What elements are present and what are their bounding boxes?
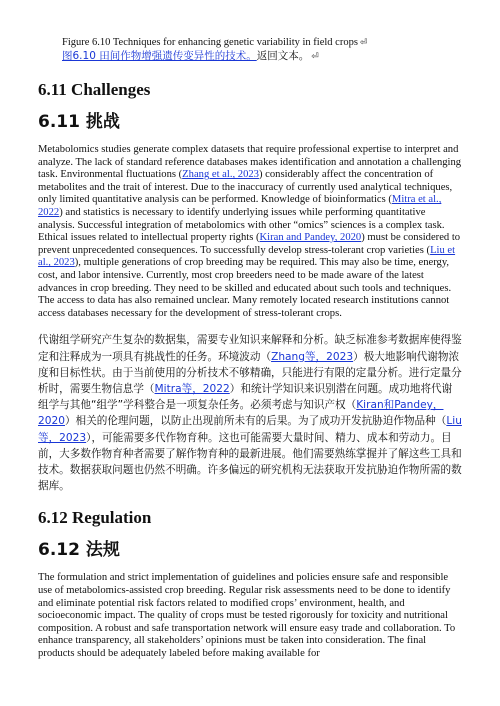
text-span: Metabolomics studies generate complex datasets that require professional expertise to interpret and analyze. The lack of standard reference databases makes identification and annotation a challenging task. Environmental fluctuations ( xyxy=(38,144,462,181)
text-span: ), multiple generations of crop breeding may be required. This may also be time, energy, cost, and labor intensive. Currently, most crop breeders need to be made aware of the latest advances in crop breeding. They need to be skilled and educated about such tools and techniques. The access to data has also remained unclear. Many remotely located research institutions cannot access databases necessary for the development of stress-tolerant crops. xyxy=(38,257,452,319)
citation-liu-2023[interactable]: Liu et al., 2023 xyxy=(38,244,456,269)
section-heading-regulation-en: 6.12 Regulation xyxy=(38,508,152,528)
citation-mitra-2022-cn[interactable]: Mitra等，2022 xyxy=(154,382,230,395)
section-heading-regulation-cn: 6.12 法规 xyxy=(38,540,120,561)
citation-mitra-2022[interactable]: Mitra et al., 2022 xyxy=(38,194,442,218)
citation-zhang-2023-cn[interactable]: Zhang等，2023 xyxy=(271,350,354,363)
section-heading-challenges-cn: 6.11 挑战 xyxy=(38,112,120,132)
figure-caption-en xyxy=(62,36,462,49)
text-span: ），可能需要多代作物育种。这也可能需要大量时间、精力、成本和劳动力。目前，大多数作物育种者需要了解作物育种的最新进展。他们需要熟练掌握并了解这些工具和技术。数据获取问题也仍然不明确。许多偏远的研究机构无法获取开发抗胁迫作物所需的数据库。 xyxy=(38,431,462,493)
text-span: ) considerably affect the concentration of metabolites and the trait of interest. Due to the inaccuracy of currently used analytical techniques, only limited quantitative analysis can be performed. Knowledge of bioinformatics ( xyxy=(38,169,453,206)
section-heading-challenges-en: 6.11 Challenges xyxy=(38,80,151,99)
figure-caption-text: Figure 6.10 Techniques for enhancing genetic variability in field crops xyxy=(62,37,358,48)
figure-caption-cn xyxy=(62,49,462,64)
document-page xyxy=(38,36,462,673)
regulation-paragraph-en: The formulation and strict implementation of guidelines and policies ensure safe and responsible use of metabolomics-assisted crop breeding. Regular risk assessments need to be done to identify and eliminate potential risk factors related to modified crops’ environment, health, and socioeconomic impact. The quality of crops must be tested rigorously for toxicity and nutritional composition. A robust and safe transportation network will ensure easy trade and collaboration. To enhance transparency, all stakeholders’ opinions must be taken into consideration. The final products should be adequately labeled before making available for xyxy=(38,572,456,659)
text-span: ）相关的伦理问题，以防止出现前所未有的后果。为了成功开发抗胁迫作物品种（ xyxy=(64,415,447,428)
text-span: 代谢组学研究产生复杂的数据集，需要专业知识来解释和分析。缺乏标准参考数据库使得鉴定和注释成为一项具有挑战性的任务。环境波动（ xyxy=(38,334,462,363)
return-to-text-link[interactable]: 返回文本。 xyxy=(256,50,310,62)
challenges-paragraph-en xyxy=(38,144,462,320)
text-span: ) and statistics is necessary to identify underlying issues while performing quantitative analysis. Successful integration of metabolomics with other “omics” sciences is a complex task. Ethical issues related to intellectual property rights ( xyxy=(38,206,445,244)
text-span: ）和统计学知识来识别潜在问题。成功地将代谢组学与其他“组学”学科整合是一项复杂任务。必须考虑与知识产权（ xyxy=(38,382,453,412)
figure-caption-link[interactable]: 图6.10 田间作物增强遗传变异性的技术。 xyxy=(62,50,257,62)
text-span: ) must be considered to prevent unprecedented consequences. To successfully develop stress-tolerant crop varieties ( xyxy=(38,232,461,256)
return-arrow-icon: ⏎ xyxy=(311,52,319,62)
citation-kiran-pandey-2020[interactable]: Kiran and Pandey, 2020 xyxy=(259,232,362,244)
return-arrow-icon: ⏎ xyxy=(359,37,368,47)
text-span: ）极大地影响代谢物浓度和目标性状。由于当前使用的分析技术不够精确，只能进行有限的定量分析。进行定量分析时，需要生物信息学（ xyxy=(38,350,462,395)
citation-zhang-2023[interactable]: Zhang et al., 2023 xyxy=(182,169,259,181)
citation-liu-2023-cn[interactable]: Liu等，2023 xyxy=(38,415,462,444)
citation-kiran-pandey-2020-cn[interactable]: Kiran和Pandey，2020 xyxy=(38,399,444,428)
challenges-paragraph-cn xyxy=(38,332,462,494)
